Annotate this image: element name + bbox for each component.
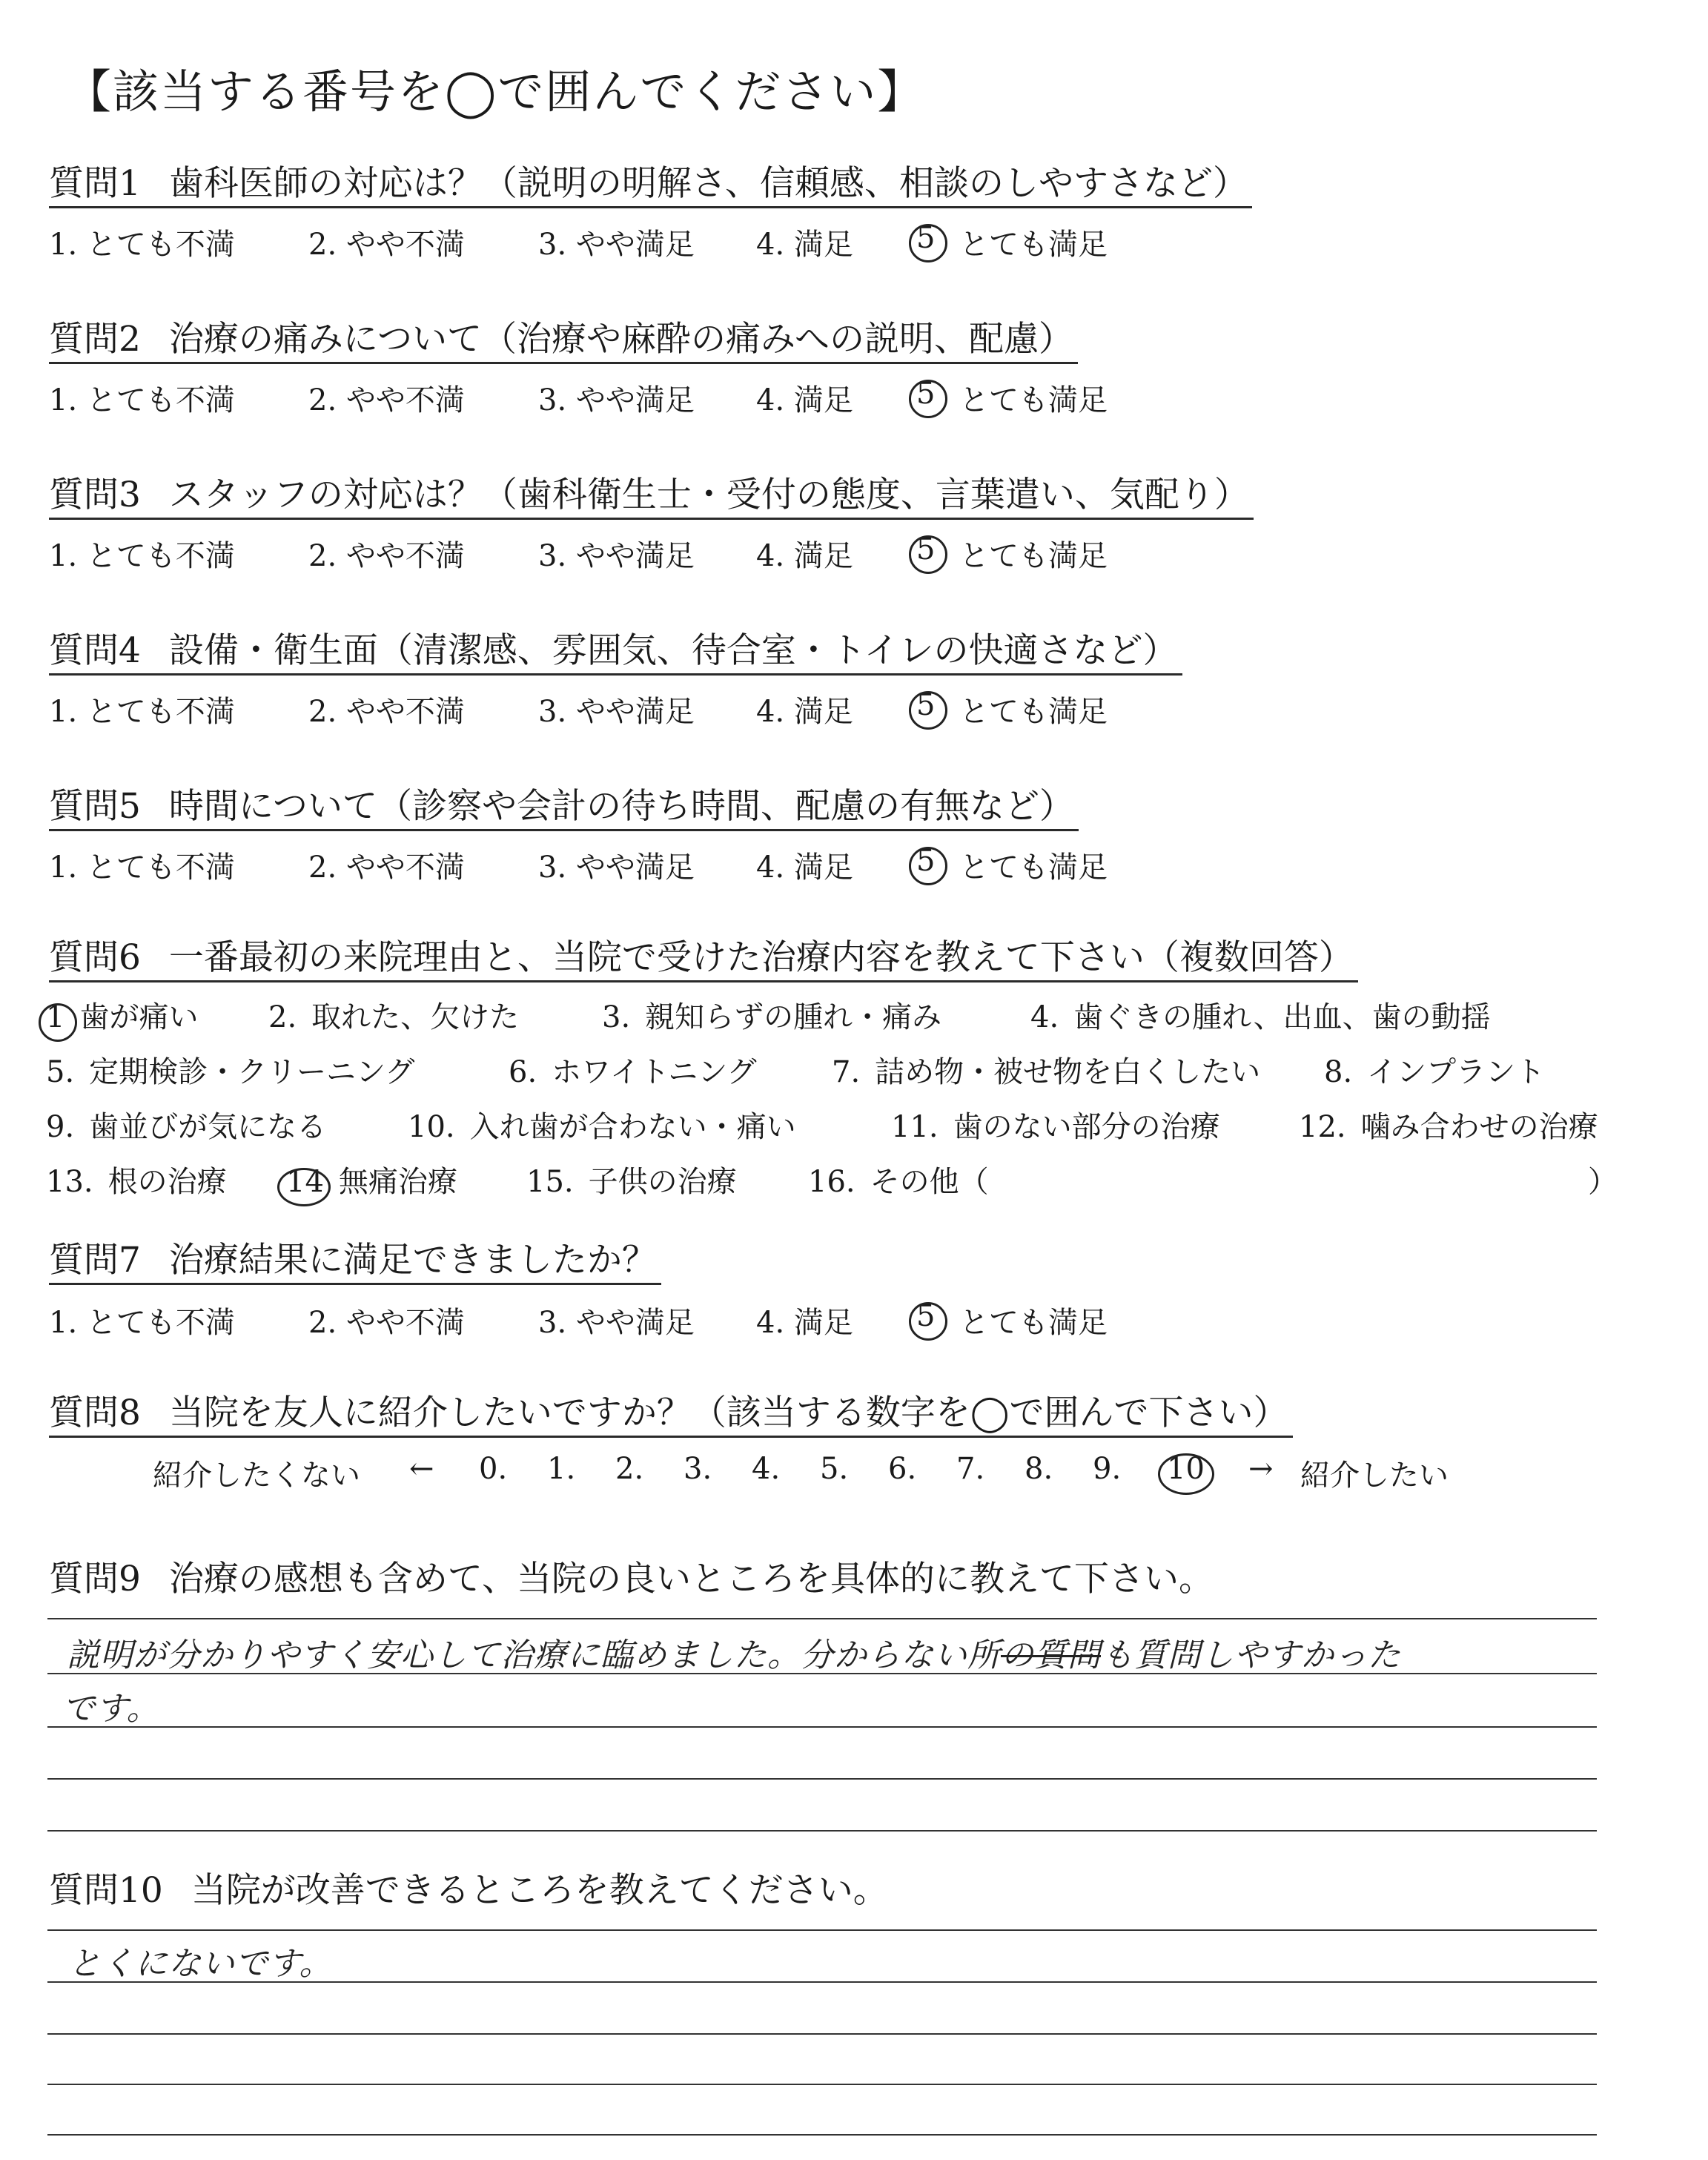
option-5-selected[interactable]: 5: [916, 844, 936, 878]
option-14-selected[interactable]: 14 無痛治療: [286, 1165, 457, 1199]
question-7-label: 質問7: [49, 1240, 141, 1281]
question-5-heading: [49, 785, 1079, 831]
arrow-right-icon: →: [1248, 1452, 1274, 1486]
question-2-label: 質問2: [49, 319, 141, 360]
option-5-selected[interactable]: 5: [916, 221, 936, 255]
question-2-heading: [49, 317, 1078, 364]
option-3[interactable]: 3. やや満足: [538, 383, 695, 417]
option-3[interactable]: 3. やや満足: [538, 228, 695, 262]
answer-line: [47, 1929, 1597, 1931]
answer-line: [47, 2033, 1597, 2035]
option-1[interactable]: 1. とても不満: [49, 1306, 235, 1340]
option-7[interactable]: 7. 詰め物・被せ物を白くしたい: [832, 1055, 1261, 1089]
question-3-label: 質問3: [49, 475, 141, 515]
answer-line: [47, 1981, 1597, 1983]
question-3-text: スタッフの対応は？（歯科衛生士・受付の態度、言葉遣い、気配り）: [168, 475, 1249, 515]
answer-9-line-1[interactable]: 説明が分かりやすく安心して治療に臨めました。分からない所の質問も質問しやすかった: [67, 1636, 1401, 1674]
scale-number-2[interactable]: 2.: [615, 1452, 644, 1486]
question-10-text: 当院が改善できるところを教えてください。: [191, 1870, 888, 1911]
option-8[interactable]: 8. インプラント: [1324, 1055, 1546, 1089]
option-4[interactable]: 4. 満足: [756, 695, 853, 729]
question-8: [49, 1391, 1293, 1438]
question-8-label: 質問8: [49, 1393, 141, 1433]
answer-line: [47, 2084, 1597, 2085]
question-9-label: 質問9: [49, 1559, 141, 1599]
question-6-text: 一番最初の来院理由と、当院で受けた治療内容を教えて下さい（複数回答）: [168, 937, 1354, 978]
question-10-heading: [49, 1869, 893, 1913]
option-11[interactable]: 11. 歯のない部分の治療: [891, 1110, 1220, 1144]
question-1-heading: [49, 162, 1252, 208]
question-9: [49, 1557, 1218, 1602]
question-10-label: 質問10: [49, 1870, 163, 1911]
option-5-selected[interactable]: 5: [916, 1299, 936, 1333]
question-4-heading: [49, 629, 1182, 676]
question-1-text: 歯科医師の対応は？（説明の明解さ、信頼感、相談のしやすさなど）: [168, 163, 1248, 204]
scale-number-7[interactable]: 7.: [956, 1452, 985, 1486]
scale-number-4[interactable]: 4.: [752, 1452, 781, 1486]
option-4[interactable]: 4. 満足: [756, 539, 853, 573]
scale-number-3[interactable]: 3.: [683, 1452, 712, 1486]
option-4[interactable]: 4. 満足: [756, 228, 853, 262]
question-3: [49, 473, 1254, 520]
question-7-heading: [49, 1238, 661, 1285]
scale-number-9[interactable]: 9.: [1093, 1452, 1122, 1486]
answer-9-line-2[interactable]: です。: [62, 1690, 160, 1728]
option-5-label: とても満足: [959, 851, 1108, 885]
question-4: [49, 629, 1182, 676]
option-1[interactable]: 1. とても不満: [49, 851, 235, 885]
question-8-text: 当院を友人に紹介したいですか？（該当する数字を◯で囲んで下さい）: [168, 1393, 1288, 1433]
option-3[interactable]: 3. やや満足: [538, 539, 695, 573]
option-2[interactable]: 2. やや不満: [308, 695, 465, 729]
question-4-label: 質問4: [49, 630, 141, 671]
question-1: [49, 162, 1252, 208]
answer-line: [47, 1673, 1597, 1674]
option-2[interactable]: 2. 取れた、欠けた: [268, 1000, 520, 1034]
question-1-label: 質問1: [49, 163, 141, 204]
option-2[interactable]: 2. やや不満: [308, 383, 465, 417]
answer-line: [47, 1618, 1597, 1619]
option-5-label: とても満足: [959, 695, 1108, 729]
option-1[interactable]: 1. とても不満: [49, 695, 235, 729]
option-5-selected[interactable]: 5: [916, 377, 936, 411]
option-5-label: とても満足: [959, 383, 1108, 417]
option-3[interactable]: 3. やや満足: [538, 695, 695, 729]
question-7: [49, 1238, 661, 1285]
answer-line: [47, 1778, 1597, 1780]
question-10: [49, 1869, 893, 1913]
question-7-text: 治療結果に満足できましたか？: [168, 1240, 657, 1281]
struck-text: の質問: [1001, 1636, 1101, 1674]
question-9-text: 治療の感想も含めて、当院の良いところを具体的に教えて下さい。: [168, 1559, 1214, 1599]
option-9[interactable]: 9. 歯並びが気になる: [46, 1110, 327, 1144]
scale-number-1[interactable]: 1.: [547, 1452, 576, 1486]
option-1[interactable]: 1. とても不満: [49, 228, 235, 262]
scale-left-label: 紹介したくない: [153, 1459, 360, 1493]
question-2-text: 治療の痛みについて（治療や麻酔の痛みへの説明、配慮）: [168, 319, 1074, 360]
option-15[interactable]: 15. 子供の治療: [526, 1165, 737, 1199]
option-2[interactable]: 2. やや不満: [308, 1306, 465, 1340]
option-1[interactable]: 1. とても不満: [49, 383, 235, 417]
option-3[interactable]: 3. やや満足: [538, 851, 695, 885]
option-5-label: とても満足: [959, 228, 1108, 262]
question-8-heading: [49, 1391, 1293, 1438]
option-16[interactable]: 16. その他（: [808, 1165, 989, 1199]
scale-number-5[interactable]: 5.: [820, 1452, 849, 1486]
option-4[interactable]: 4. 満足: [756, 383, 853, 417]
option-2[interactable]: 2. やや不満: [308, 228, 465, 262]
option-2[interactable]: 2. やや不満: [308, 539, 465, 573]
option-10[interactable]: 10. 入れ歯が合わない・痛い: [408, 1110, 796, 1144]
question-3-heading: [49, 473, 1254, 520]
option-4[interactable]: 4. 満足: [756, 1306, 853, 1340]
question-2: [49, 317, 1078, 364]
option-12[interactable]: 12. 噛み合わせの治療: [1299, 1110, 1598, 1144]
option-1-selected[interactable]: 1 歯が痛い: [46, 1000, 199, 1034]
answer-line: [47, 1726, 1597, 1728]
option-5[interactable]: 5. 定期検診・クリーニング: [46, 1055, 415, 1089]
page-title: 【該当する番号を◯で囲んでください】: [65, 65, 925, 119]
scale-right-label: 紹介したい: [1300, 1459, 1449, 1493]
question-6: [49, 936, 1358, 982]
option-5-selected[interactable]: 5: [916, 532, 936, 567]
option-3[interactable]: 3. 親知らずの腫れ・痛み: [602, 1000, 942, 1034]
question-5-text: 時間について（診察や会計の待ち時間、配慮の有無など）: [168, 786, 1074, 827]
answer-line: [47, 1830, 1597, 1832]
question-9-heading: [49, 1557, 1218, 1602]
option-3[interactable]: 3. やや満足: [538, 1306, 695, 1340]
option-1[interactable]: 1. とても不満: [49, 539, 235, 573]
question-5-label: 質問5: [49, 786, 141, 827]
option-4[interactable]: 4. 歯ぐきの腫れ、出血、歯の動揺: [1030, 1000, 1491, 1034]
scale-number-10-selected[interactable]: 10: [1167, 1452, 1205, 1486]
arrow-left-icon: ←: [409, 1452, 434, 1486]
scale-number-8[interactable]: 8.: [1025, 1452, 1053, 1486]
option-2[interactable]: 2. やや不満: [308, 851, 465, 885]
other-paren-close: ）: [1588, 1165, 1618, 1199]
option-5-label: とても満足: [959, 1306, 1108, 1340]
question-4-text: 設備・衛生面（清潔感、雰囲気、待合室・トイレの快適さなど）: [168, 630, 1178, 671]
question-6-heading: [49, 936, 1358, 982]
scale-number-0[interactable]: 0.: [479, 1452, 508, 1486]
option-13[interactable]: 13. 根の治療: [46, 1165, 227, 1199]
question-5: [49, 785, 1079, 831]
question-6-label: 質問6: [49, 937, 141, 978]
scale-number-6[interactable]: 6.: [888, 1452, 917, 1486]
answer-10-line-1[interactable]: とくにないです。: [68, 1945, 333, 1983]
option-6[interactable]: 6. ホワイトニング: [509, 1055, 757, 1089]
answer-line: [47, 2134, 1597, 2136]
option-5-label: とても満足: [959, 539, 1108, 573]
option-5-selected[interactable]: 5: [916, 688, 936, 722]
option-4[interactable]: 4. 満足: [756, 851, 853, 885]
